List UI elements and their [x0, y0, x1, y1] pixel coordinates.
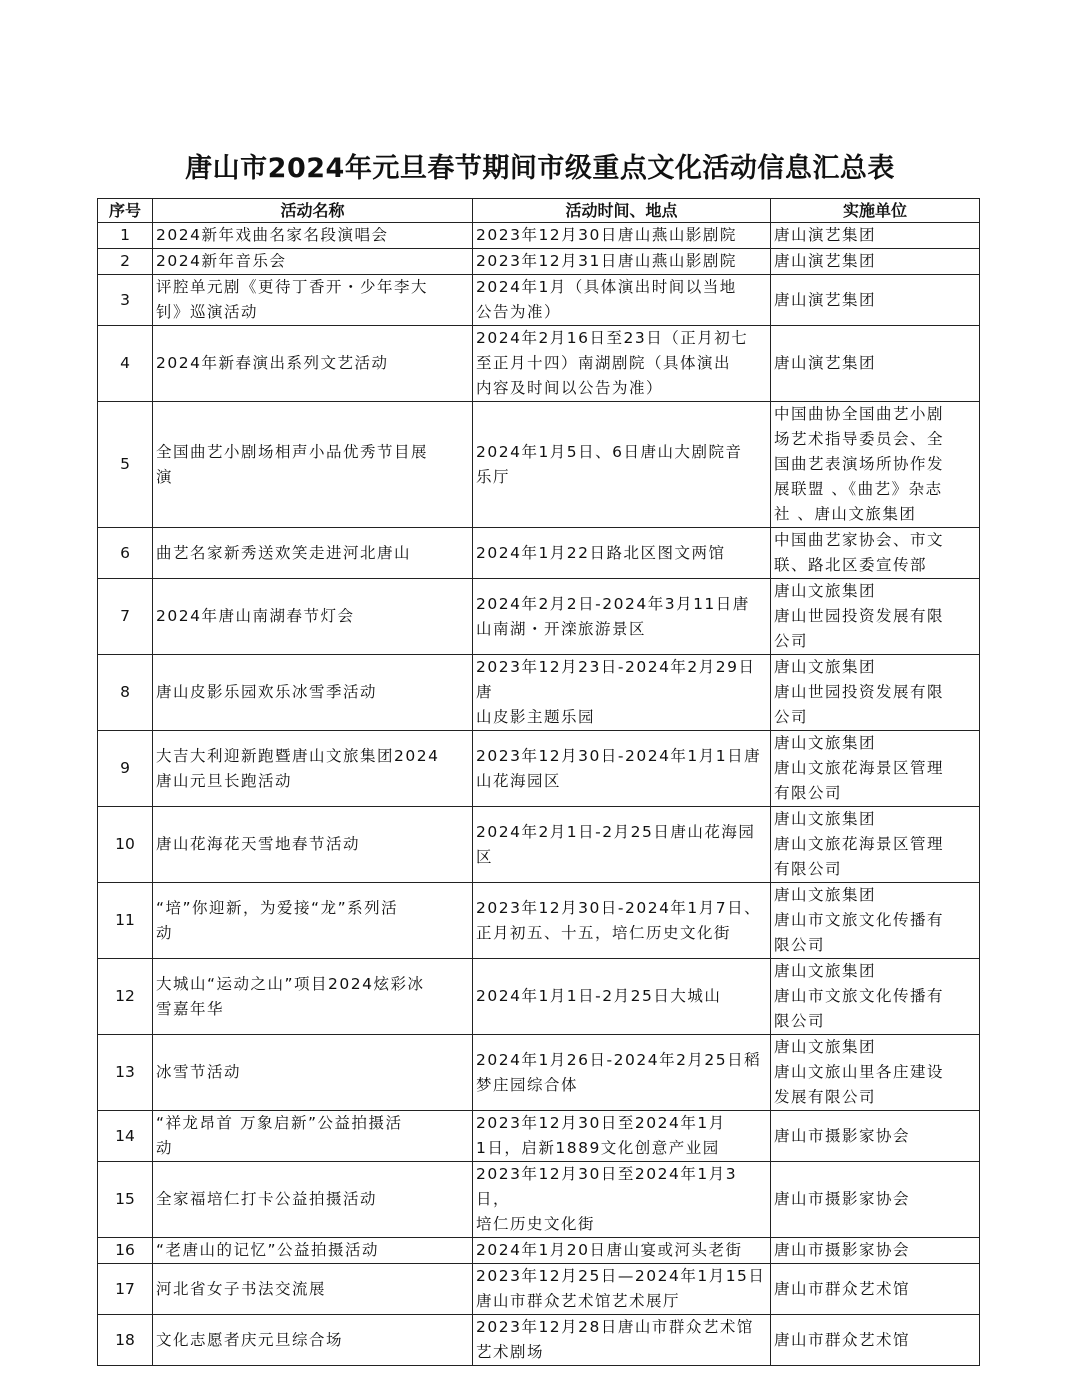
header-organizer: 实施单位 — [771, 199, 980, 223]
table-row — [98, 959, 980, 1035]
header-time-place: 活动时间、地点 — [473, 199, 771, 223]
row-activity-name: “祥龙昂首 万象启新”公益拍摄活 动 — [153, 1111, 473, 1162]
row-organizer: 唐山文旅集团 唐山市文旅文化传播有 限公司 — [771, 959, 980, 1035]
row-organizer: 唐山演艺集团 — [771, 326, 980, 402]
activity-summary-table — [97, 198, 980, 1366]
header-activity-name: 活动名称 — [153, 199, 473, 223]
row-time-place: 2023年12月23日-2024年2月29日唐 山皮影主题乐园 — [473, 655, 771, 731]
table-row — [98, 402, 980, 528]
header-no: 序号 — [98, 199, 153, 223]
row-activity-name: “老唐山的记忆”公益拍摄活动 — [153, 1238, 473, 1264]
row-organizer: 唐山文旅集团 唐山文旅花海景区管理 有限公司 — [771, 807, 980, 883]
row-activity-name: 全国曲艺小剧场相声小品优秀节目展 演 — [153, 402, 473, 528]
table-row — [98, 326, 980, 402]
row-organizer: 唐山演艺集团 — [771, 275, 980, 326]
table-row — [98, 579, 980, 655]
row-organizer: 唐山文旅集团 唐山世园投资发展有限 公司 — [771, 579, 980, 655]
table-header-row — [98, 199, 980, 223]
row-no: 5 — [98, 402, 153, 528]
row-time-place: 2024年1月（具体演出时间以当地 公告为准） — [473, 275, 771, 326]
row-organizer: 唐山文旅集团 唐山文旅花海景区管理 有限公司 — [771, 731, 980, 807]
row-no: 17 — [98, 1264, 153, 1315]
table-row — [98, 275, 980, 326]
table-row — [98, 528, 980, 579]
row-time-place: 2024年2月1日-2月25日唐山花海园 区 — [473, 807, 771, 883]
table-row — [98, 1238, 980, 1264]
row-time-place: 2024年1月26日-2024年2月25日稻 梦庄园综合体 — [473, 1035, 771, 1111]
row-no: 11 — [98, 883, 153, 959]
table-row — [98, 883, 980, 959]
row-time-place: 2024年2月16日至23日（正月初七 至正月十四）南湖剧院（具体演出 内容及时间以公告为准） — [473, 326, 771, 402]
row-no: 12 — [98, 959, 153, 1035]
row-time-place: 2024年1月1日-2月25日大城山 — [473, 959, 771, 1035]
row-no: 2 — [98, 249, 153, 275]
row-time-place: 2023年12月30日至2024年1月3日， 培仁历史文化街 — [473, 1162, 771, 1238]
table-row — [98, 1315, 980, 1366]
row-time-place: 2023年12月25日—2024年1月15日 唐山市群众艺术馆艺术展厅 — [473, 1264, 771, 1315]
row-activity-name: 冰雪节活动 — [153, 1035, 473, 1111]
row-time-place: 2023年12月28日唐山市群众艺术馆 艺术剧场 — [473, 1315, 771, 1366]
row-time-place: 2023年12月30日唐山燕山影剧院 — [473, 223, 771, 249]
row-no: 13 — [98, 1035, 153, 1111]
row-time-place: 2023年12月31日唐山燕山影剧院 — [473, 249, 771, 275]
row-no: 14 — [98, 1111, 153, 1162]
table-row — [98, 249, 980, 275]
row-organizer: 唐山市摄影家协会 — [771, 1238, 980, 1264]
row-time-place: 2024年1月20日唐山宴或河头老街 — [473, 1238, 771, 1264]
row-activity-name: 评腔单元剧《更待丁香开・少年李大 钊》巡演活动 — [153, 275, 473, 326]
row-activity-name: 2024年新春演出系列文艺活动 — [153, 326, 473, 402]
row-time-place: 2024年1月5日、6日唐山大剧院音 乐厅 — [473, 402, 771, 528]
row-time-place: 2023年12月30日-2024年1月7日、 正月初五、十五，培仁历史文化街 — [473, 883, 771, 959]
row-no: 7 — [98, 579, 153, 655]
row-activity-name: 2024年唐山南湖春节灯会 — [153, 579, 473, 655]
row-activity-name: 唐山皮影乐园欢乐冰雪季活动 — [153, 655, 473, 731]
row-organizer: 唐山演艺集团 — [771, 249, 980, 275]
row-activity-name: 2024新年戏曲名家名段演唱会 — [153, 223, 473, 249]
row-no: 18 — [98, 1315, 153, 1366]
row-no: 15 — [98, 1162, 153, 1238]
row-activity-name: 大城山“运动之山”项目2024炫彩冰 雪嘉年华 — [153, 959, 473, 1035]
row-activity-name: 全家福培仁打卡公益拍摄活动 — [153, 1162, 473, 1238]
row-time-place: 2024年2月2日-2024年3月11日唐 山南湖・开滦旅游景区 — [473, 579, 771, 655]
table-row — [98, 731, 980, 807]
row-time-place: 2023年12月30日至2024年1月 1日，启新1889文化创意产业园 — [473, 1111, 771, 1162]
row-no: 6 — [98, 528, 153, 579]
row-activity-name: 河北省女子书法交流展 — [153, 1264, 473, 1315]
row-organizer: 唐山市群众艺术馆 — [771, 1264, 980, 1315]
row-no: 3 — [98, 275, 153, 326]
row-no: 16 — [98, 1238, 153, 1264]
row-organizer: 中国曲艺家协会、市文 联、路北区委宣传部 — [771, 528, 980, 579]
table-row — [98, 223, 980, 249]
row-organizer: 唐山市摄影家协会 — [771, 1162, 980, 1238]
table-row — [98, 1264, 980, 1315]
row-time-place: 2024年1月22日路北区图文两馆 — [473, 528, 771, 579]
row-no: 9 — [98, 731, 153, 807]
row-no: 10 — [98, 807, 153, 883]
row-organizer: 中国曲协全国曲艺小剧 场艺术指导委员会、全 国曲艺表演场所协作发 展联盟 、《曲艺》杂志 社 、唐山文旅集团 — [771, 402, 980, 528]
row-activity-name: 文化志愿者庆元旦综合场 — [153, 1315, 473, 1366]
table-row — [98, 807, 980, 883]
row-activity-name: 唐山花海花天雪地春节活动 — [153, 807, 473, 883]
row-activity-name: 大吉大利迎新跑暨唐山文旅集团2024 唐山元旦长跑活动 — [153, 731, 473, 807]
row-no: 4 — [98, 326, 153, 402]
row-activity-name: 2024新年音乐会 — [153, 249, 473, 275]
row-organizer: 唐山文旅集团 唐山文旅山里各庄建设 发展有限公司 — [771, 1035, 980, 1111]
page-title: 唐山市2024年元旦春节期间市级重点文化活动信息汇总表 — [185, 153, 895, 184]
row-organizer: 唐山市群众艺术馆 — [771, 1315, 980, 1366]
row-no: 8 — [98, 655, 153, 731]
table-row — [98, 1111, 980, 1162]
table-row — [98, 1162, 980, 1238]
row-time-place: 2023年12月30日-2024年1月1日唐 山花海园区 — [473, 731, 771, 807]
row-organizer: 唐山文旅集团 唐山世园投资发展有限 公司 — [771, 655, 980, 731]
row-no: 1 — [98, 223, 153, 249]
table-row — [98, 655, 980, 731]
row-organizer: 唐山演艺集团 — [771, 223, 980, 249]
row-organizer: 唐山文旅集团 唐山市文旅文化传播有 限公司 — [771, 883, 980, 959]
row-organizer: 唐山市摄影家协会 — [771, 1111, 980, 1162]
table-row — [98, 1035, 980, 1111]
row-activity-name: “培”你迎新，为爱接“龙”系列活 动 — [153, 883, 473, 959]
row-activity-name: 曲艺名家新秀送欢笑走进河北唐山 — [153, 528, 473, 579]
